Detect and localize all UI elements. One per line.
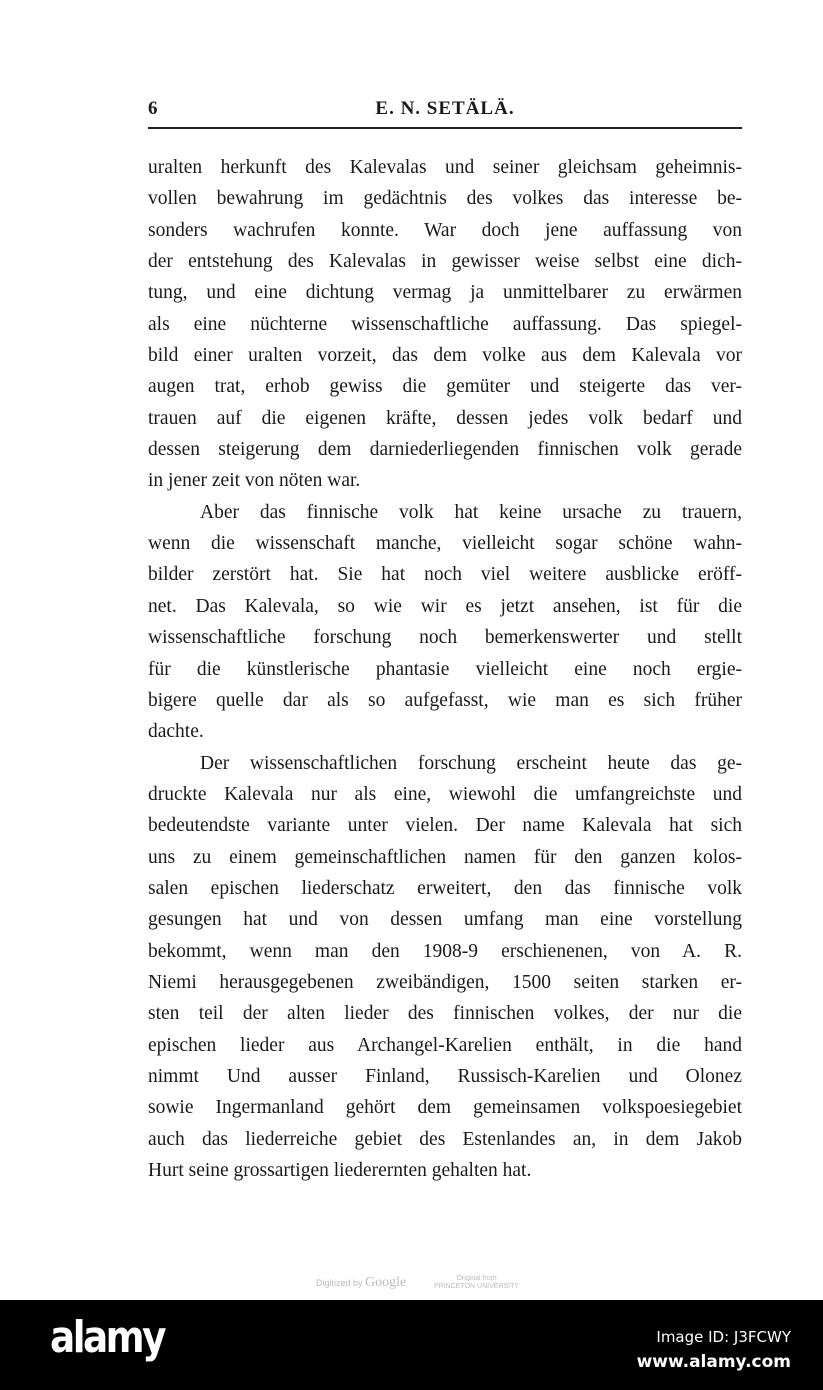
text-line: trauen auf die eigenen kräfte, dessen jedes volk bedarf und [148,407,742,429]
website-link[interactable]: www.alamy.com [636,1352,791,1372]
text-line: nimmt Und ausser Finland, Russisch-Karelien und Olonez [148,1065,742,1087]
header-rule [148,127,742,129]
original-from [434,1275,519,1291]
text-line: Niemi herausgegebenen zweibändigen, 1500 seiten starken er- [148,971,742,993]
text-line: druckte Kalevala nur als eine, wiewohl die umfangreichste und [148,783,742,805]
text-line: sonders wachrufen konnte. War doch jene auffassung von [148,219,742,241]
digitized-by-google [316,1275,406,1291]
text-line: Hurt seine grossartigen liederernten gehalten hat. [148,1160,532,1181]
image-id: Image ID: J3FCWY [656,1328,791,1346]
original-from-label: Original from [456,1275,497,1282]
text-line: sten teil der alten lieder des finnischen volkes, der nur die [148,1003,742,1025]
text-line: für die künstlerische phantasie vielleicht eine noch ergie- [148,658,742,680]
alamy-logo: alamy [50,1312,164,1363]
text-line: salen epischen liederschatz erweitert, den das finnische volk [148,877,742,899]
text-line: als eine nüchterne wissenschaftliche auffassung. Das spiegel- [148,313,742,335]
paragraph [148,497,742,748]
text-line: bigere quelle dar als so aufgefasst, wie man es sich früher [148,689,742,711]
paragraph [148,748,742,1187]
google-wordmark: Google [365,1275,407,1290]
running-title: E. N. SETÄLÄ. [375,98,515,119]
text-line: epischen lieder aus Archangel-Karelien enthält, in die hand [148,1034,742,1056]
text-line: Aber das finnische volk hat keine ursache zu trauern, [200,501,742,523]
page-number: 6 [148,98,158,119]
text-line: der entstehung des Kalevalas in gewisser weise selbst eine dich- [148,251,742,273]
text-line: wissenschaftliche forschung noch bemerkenswerter und stellt [148,627,742,649]
page-body [148,152,742,1186]
text-line: bilder zerstört hat. Sie hat noch viel weitere ausblicke eröff- [148,564,742,586]
text-line: gesungen hat und von dessen umfang man eine vorstellung [148,909,742,931]
paragraph [148,152,742,497]
text-line: Der wissenschaftlichen forschung erscheint heute das ge- [200,752,742,774]
text-line: dachte. [148,721,204,743]
text-line: tung, und eine dichtung vermag ja unmittelbarer zu erwärmen [148,282,742,304]
alamy-footer [0,1300,823,1390]
digitized-by-label: Digitized by [316,1278,363,1288]
text-line: sowie Ingermanland gehört dem gemeinsamen volkspoesiegebiet [148,1097,742,1119]
text-line: auch das liederreiche gebiet des Estenlandes an, in dem Jakob [148,1128,742,1150]
text-line: net. Das Kalevala, so wie wir es jetzt ansehen, ist für die [148,595,742,617]
text-line: wenn die wissenschaft manche, vielleicht sogar schöne wahn- [148,533,742,555]
text-line: dessen steigerung dem darniederliegenden finnischen volk gerade [148,439,742,461]
text-line: bekommt, wenn man den 1908-9 erschienenen, von A. R. [148,940,742,962]
text-line: bedeutendste variante unter vielen. Der name Kalevala hat sich [148,815,742,837]
text-line: augen trat, erhob gewiss die gemüter und steigerte das ver- [148,376,742,398]
text-line: in jener zeit von nöten war. [148,470,361,492]
institution-name: PRINCETON UNIVERSITY [434,1283,520,1290]
text-line: uns zu einem gemeinschaftlichen namen für den ganzen kolos- [148,846,742,868]
text-line: uralten herkunft des Kalevalas und seiner gleichsam geheimnis- [148,157,742,178]
text-line: vollen bewahrung im gedächtnis des volkes das interesse be- [148,188,742,210]
text-line: bild einer uralten vorzeit, das dem volke aus dem Kalevala vor [148,345,742,367]
page-header [148,98,742,124]
